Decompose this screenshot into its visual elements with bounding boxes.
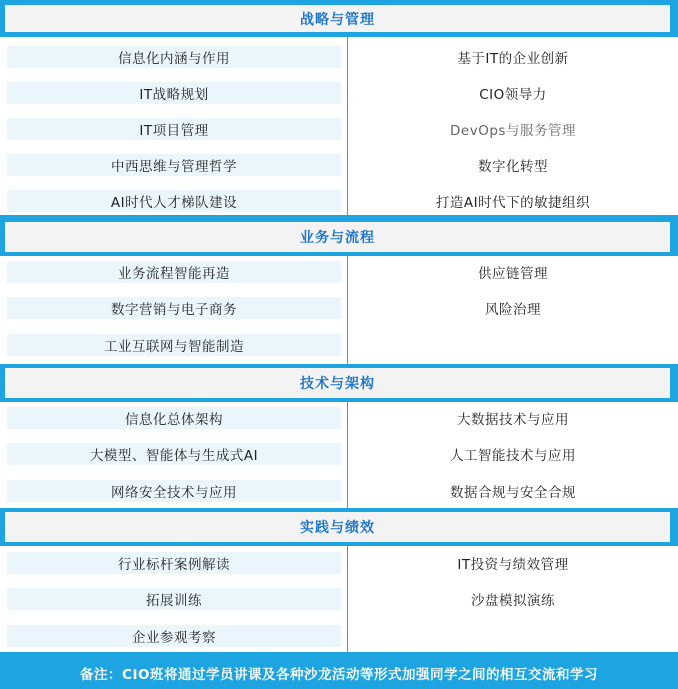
course-item: 风险治理	[354, 297, 672, 319]
course-item: 中西思维与管理哲学	[7, 154, 341, 176]
section-body-practice	[0, 546, 678, 652]
course-item: CIO领导力	[354, 82, 672, 104]
course-item: 基于IT的企业创新	[354, 46, 672, 68]
footer-note: 备注：CIO班将通过学员讲课及各种沙龙活动等形式加强同学之间的相互交流和学习	[80, 666, 598, 683]
course-item: 行业标杆案例解读	[7, 552, 341, 574]
course-item: 供应链管理	[354, 261, 672, 283]
course-item: 数据合规与安全合规	[354, 480, 672, 502]
course-item: IT战略规划	[7, 82, 341, 104]
section-header-practice: 实践与绩效	[5, 512, 670, 542]
section-body-business	[0, 256, 678, 364]
section-body-tech	[0, 402, 678, 508]
course-item: 人工智能技术与应用	[354, 443, 672, 465]
course-item: 沙盘模拟演练	[354, 588, 672, 610]
course-item: IT投资与绩效管理	[354, 552, 672, 574]
section-header-tech: 技术与架构	[5, 368, 670, 398]
course-item: AI时代人才梯队建设	[7, 190, 341, 212]
course-item: 信息化总体架构	[7, 407, 341, 429]
course-item: 拓展训练	[7, 588, 341, 610]
course-item: 大模型、智能体与生成式AI	[7, 443, 341, 465]
course-item: 工业互联网与智能制造	[7, 334, 341, 356]
course-item: 大数据技术与应用	[354, 407, 672, 429]
course-item: 企业参观考察	[7, 625, 341, 647]
section-header-strategy: 战略与管理	[5, 5, 670, 32]
course-item: 信息化内涵与作用	[7, 46, 341, 68]
section-body-strategy	[0, 37, 678, 215]
course-item: IT项目管理	[7, 118, 341, 140]
course-item: 数字营销与电子商务	[7, 297, 341, 319]
section-header-business: 业务与流程	[5, 222, 670, 252]
course-item: DevOps与服务管理	[354, 118, 672, 140]
course-item: 打造AI时代下的敏捷组织	[354, 190, 672, 212]
course-item: 业务流程智能再造	[7, 261, 341, 283]
course-item: 数字化转型	[354, 154, 672, 176]
course-item: 网络安全技术与应用	[7, 480, 341, 502]
